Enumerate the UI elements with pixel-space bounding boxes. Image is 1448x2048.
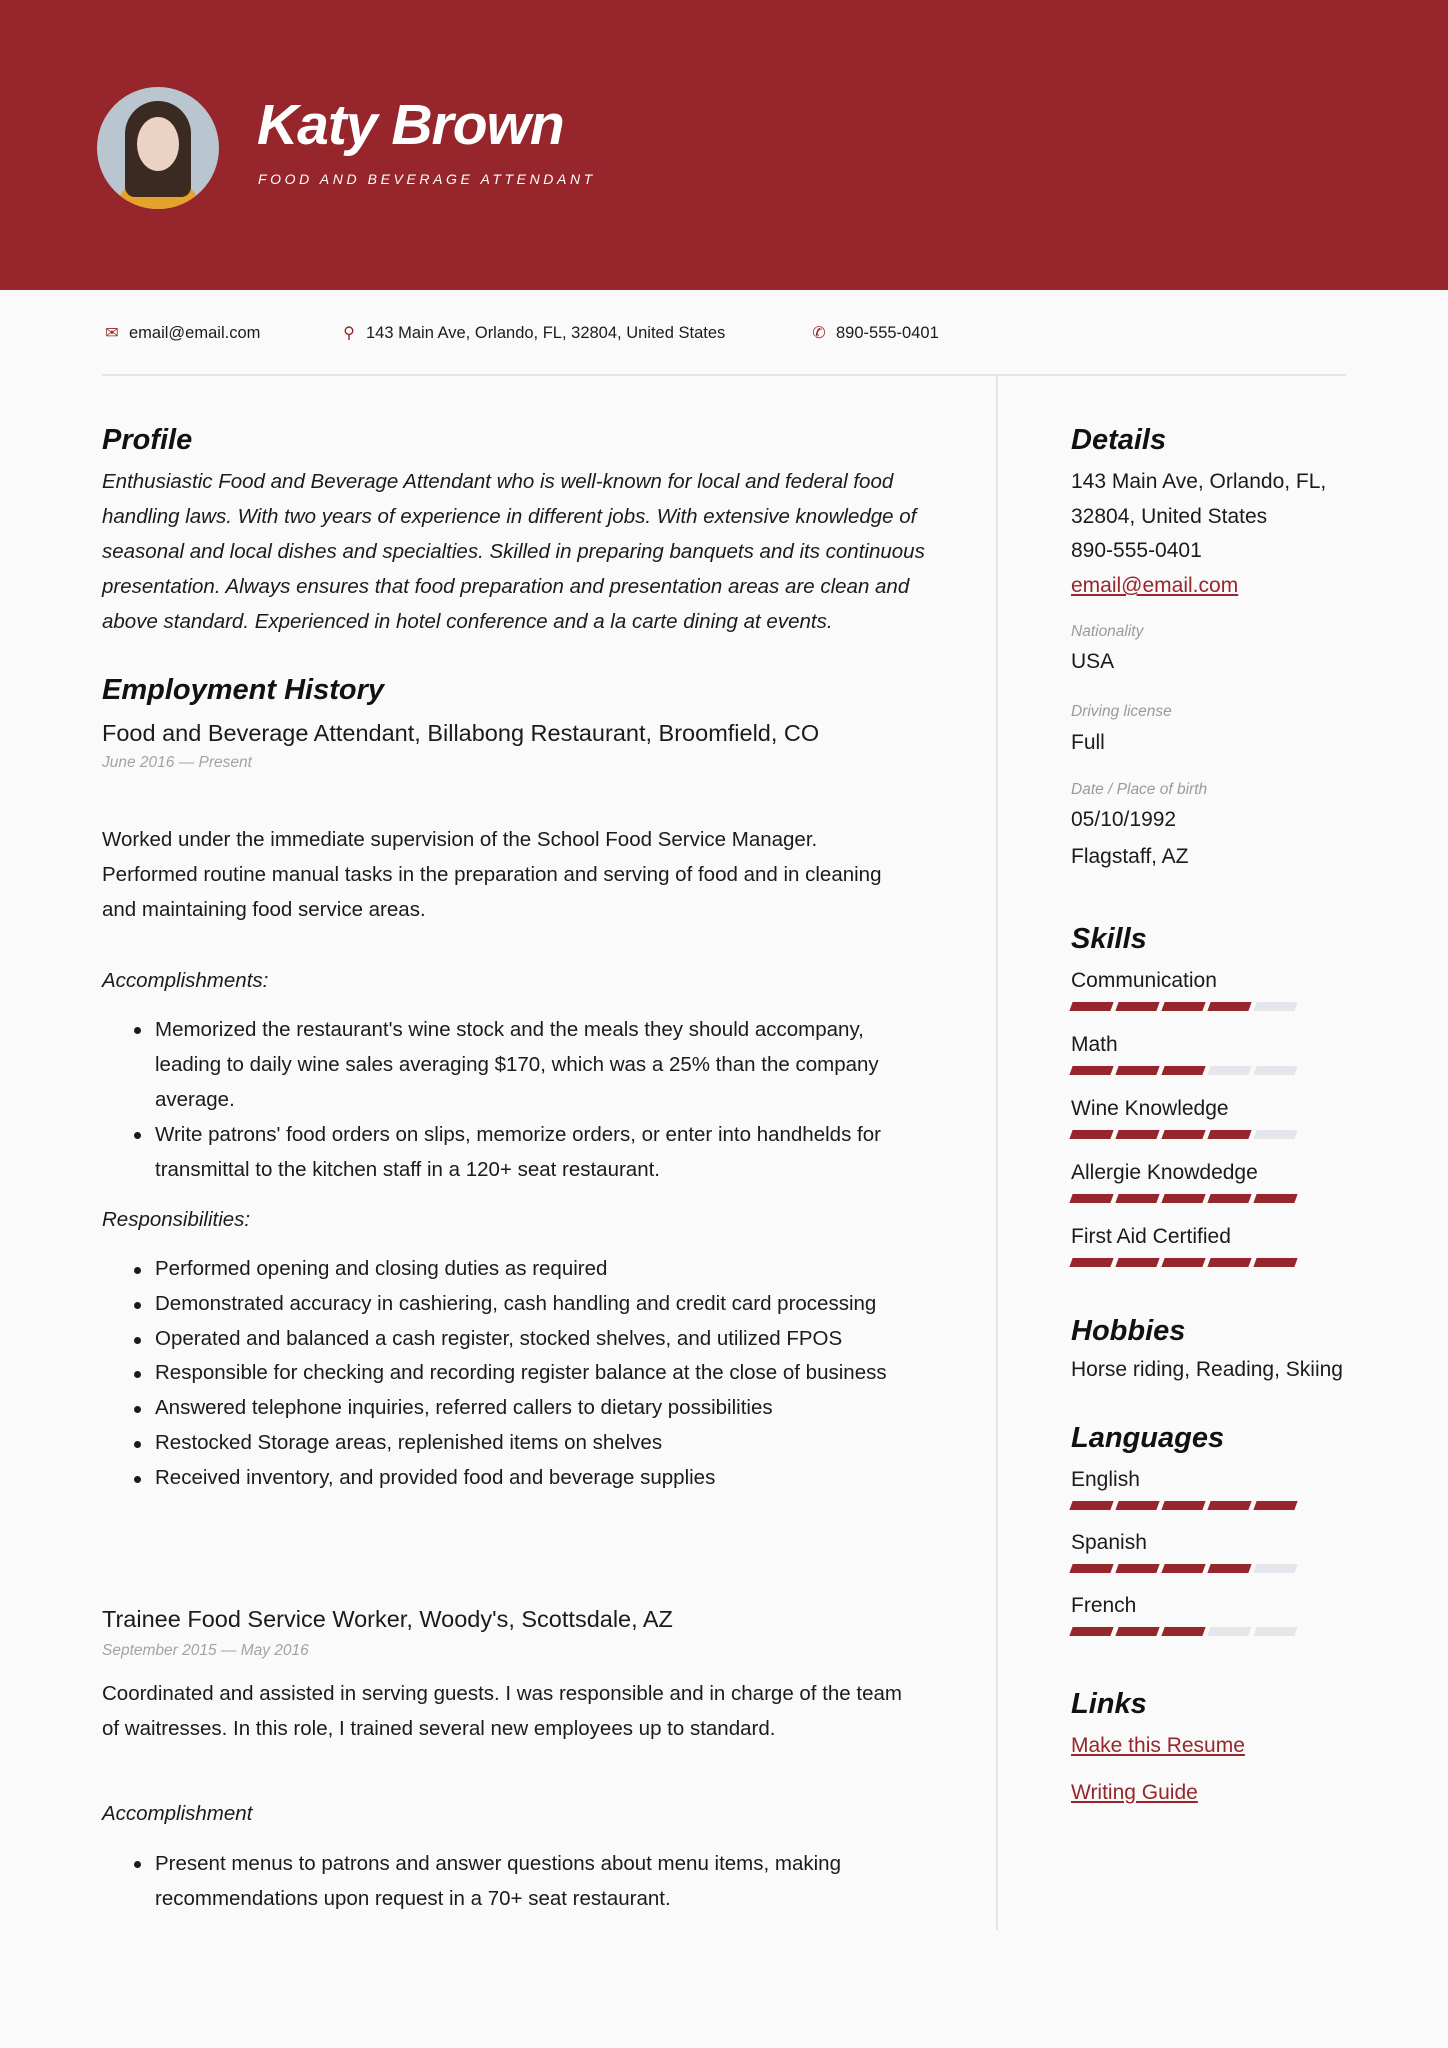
skills-name: Communication (1071, 969, 1217, 992)
level-segment (1115, 1002, 1159, 1011)
job-description-1 (102, 822, 881, 927)
skills-name: Allergie Knowdedge (1071, 1161, 1258, 1184)
details-address-2: 32804, United States (1071, 505, 1268, 528)
list-item (102, 1012, 881, 1117)
desc-line: of waitresses. In this role, I trained several new employees up to standard. (102, 1717, 776, 1740)
skills-name: Wine Knowledge (1071, 1097, 1229, 1120)
list-item (102, 1846, 841, 1916)
envelope-icon: ✉ (105, 325, 119, 342)
level-segment (1253, 1501, 1297, 1510)
details-phone: 890-555-0401 (1071, 539, 1202, 562)
level-segment (1207, 1194, 1251, 1203)
details-address-1: 143 Main Ave, Orlando, FL, (1071, 470, 1327, 493)
level-segment (1207, 1564, 1251, 1573)
list-item (102, 1117, 881, 1187)
list-item: Responsible for checking and recording register balance at the close of business (102, 1356, 887, 1391)
job-title-2: Trainee Food Service Worker, Woody's, Scottsdale, AZ (102, 1606, 673, 1632)
languages-level-bar (1071, 1627, 1296, 1636)
accomplishments-label: Accomplishments: (102, 969, 269, 992)
accomplishment-list (102, 1846, 841, 1916)
skills-level-bar (1071, 1194, 1296, 1203)
level-segment (1115, 1501, 1159, 1510)
line: Write patrons' food orders on slips, memorize orders, or enter into handhelds for (155, 1123, 881, 1146)
line: Present menus to patrons and answer questions about menu items, making (155, 1852, 841, 1875)
level-segment (1161, 1564, 1205, 1573)
address-text: 143 Main Ave, Orlando, FL, 32804, United States (366, 323, 726, 342)
profile-heading: Profile (102, 424, 193, 456)
header-banner (0, 0, 1448, 290)
level-segment (1253, 1194, 1297, 1203)
nationality-value: USA (1071, 650, 1115, 673)
level-segment (1207, 1258, 1251, 1267)
job-title-1: Food and Beverage Attendant, Billabong Restaurant, Broomfield, CO (102, 720, 820, 746)
skills-level-bar (1071, 1130, 1296, 1139)
accomplishment-label: Accomplishment (102, 1802, 253, 1825)
level-segment (1207, 1130, 1251, 1139)
level-segment (1253, 1002, 1297, 1011)
languages-level-bar (1071, 1564, 1296, 1573)
line: leading to daily wine sales averaging $170, which was a 25% than the company (155, 1053, 879, 1076)
level-segment (1161, 1066, 1205, 1075)
languages-heading: Languages (1071, 1422, 1225, 1454)
level-segment (1069, 1002, 1113, 1011)
profile-line: above standard. Experienced in hotel conference and a la carte dining at events. (102, 610, 833, 633)
level-segment (1069, 1258, 1113, 1267)
level-segment (1207, 1627, 1251, 1636)
line: Memorized the restaurant's wine stock and the meals they should accompany, (155, 1018, 864, 1041)
level-segment (1161, 1002, 1205, 1011)
dob-value: 05/10/1992 (1071, 808, 1177, 831)
link-make-resume[interactable]: Make this Resume (1071, 1734, 1245, 1757)
skills-level-bar (1071, 1002, 1296, 1011)
dob-label: Date / Place of birth (1071, 781, 1208, 798)
phone-icon: ✆ (812, 325, 826, 342)
languages-name: French (1071, 1594, 1137, 1617)
column-divider (996, 376, 998, 1930)
languages-level-bar (1071, 1501, 1296, 1510)
profile-text (102, 464, 925, 639)
hobbies-text: Horse riding, Reading, Skiing (1071, 1358, 1343, 1381)
skills-level-bar (1071, 1258, 1296, 1267)
line: transmittal to the kitchen staff in a 120+ seat restaurant. (155, 1158, 661, 1181)
employment-heading: Employment History (102, 674, 384, 706)
list-item: Received inventory, and provided food and beverage supplies (102, 1461, 887, 1496)
level-segment (1161, 1627, 1205, 1636)
line: recommendations upon request in a 70+ seat restaurant. (155, 1887, 671, 1910)
level-segment (1253, 1066, 1297, 1075)
level-segment (1161, 1194, 1205, 1203)
level-segment (1115, 1066, 1159, 1075)
job-date-2: September 2015 — May 2016 (102, 1642, 309, 1659)
desc-line: Coordinated and assisted in serving guests. I was responsible and in charge of the team (102, 1682, 902, 1705)
level-segment (1069, 1194, 1113, 1203)
level-segment (1253, 1627, 1297, 1636)
candidate-name: Katy Brown (257, 93, 564, 157)
profile-line: handling laws. With two years of experience in different jobs. With extensive knowledge of (102, 505, 917, 528)
level-segment (1115, 1194, 1159, 1203)
skills-name: Math (1071, 1033, 1118, 1056)
license-label: Driving license (1071, 703, 1172, 720)
link-writing-guide[interactable]: Writing Guide (1071, 1781, 1198, 1804)
list-item: Operated and balanced a cash register, stocked shelves, and utilized FPOS (102, 1322, 887, 1357)
level-segment (1253, 1564, 1297, 1573)
desc-line: Performed routine manual tasks in the preparation and serving of food and in cleaning (102, 863, 882, 886)
languages-name: English (1071, 1468, 1140, 1491)
contact-address (340, 323, 725, 343)
level-segment (1069, 1564, 1113, 1573)
map-pin-icon: ⚲ (343, 325, 355, 342)
level-segment (1115, 1564, 1159, 1573)
responsibilities-list (102, 1252, 887, 1496)
line: average. (155, 1088, 235, 1111)
level-segment (1207, 1066, 1251, 1075)
avatar (97, 87, 219, 209)
list-item: Demonstrated accuracy in cashiering, cash handling and credit card processing (102, 1287, 887, 1322)
job-date-1: June 2016 — Present (102, 754, 252, 771)
contact-email (103, 323, 260, 343)
list-item: Restocked Storage areas, replenished items on shelves (102, 1426, 887, 1461)
level-segment (1115, 1258, 1159, 1267)
desc-line: and maintaining food service areas. (102, 898, 426, 921)
nationality-label: Nationality (1071, 623, 1144, 640)
level-segment (1115, 1130, 1159, 1139)
job-description-2 (102, 1676, 902, 1746)
skills-name: First Aid Certified (1071, 1225, 1231, 1248)
details-heading: Details (1071, 424, 1167, 456)
level-segment (1253, 1130, 1297, 1139)
skills-level-bar (1071, 1066, 1296, 1075)
level-segment (1253, 1258, 1297, 1267)
links-heading: Links (1071, 1688, 1147, 1720)
level-segment (1069, 1066, 1113, 1075)
level-segment (1069, 1627, 1113, 1636)
desc-line: Worked under the immediate supervision of the School Food Service Manager. (102, 828, 818, 851)
pob-value: Flagstaff, AZ (1071, 845, 1189, 868)
responsibilities-label: Responsibilities: (102, 1208, 251, 1231)
license-value: Full (1071, 731, 1105, 754)
profile-line: seasonal and local dishes and specialties. Skilled in preparing banquets and its continuous (102, 540, 925, 563)
level-segment (1069, 1130, 1113, 1139)
job-title: FOOD AND BEVERAGE ATTENDANT (258, 171, 596, 187)
list-item: Answered telephone inquiries, referred callers to dietary possibilities (102, 1391, 887, 1426)
list-item: Performed opening and closing duties as required (102, 1252, 887, 1287)
email-text: email@email.com (129, 323, 261, 342)
details-email-link[interactable]: email@email.com (1071, 574, 1239, 597)
profile-line: Enthusiastic Food and Beverage Attendant who is well-known for local and federal food (102, 470, 894, 493)
level-segment (1207, 1002, 1251, 1011)
level-segment (1161, 1501, 1205, 1510)
phone-text: 890-555-0401 (836, 323, 939, 342)
divider (102, 374, 1346, 376)
languages-name: Spanish (1071, 1531, 1147, 1554)
level-segment (1115, 1627, 1159, 1636)
hobbies-heading: Hobbies (1071, 1315, 1186, 1347)
skills-heading: Skills (1071, 923, 1147, 955)
level-segment (1069, 1501, 1113, 1510)
level-segment (1161, 1130, 1205, 1139)
profile-line: presentation. Always ensures that food preparation and presentation areas are clean and (102, 575, 910, 598)
accomplishments-list (102, 1012, 881, 1187)
contact-phone (810, 323, 939, 343)
level-segment (1161, 1258, 1205, 1267)
level-segment (1207, 1501, 1251, 1510)
